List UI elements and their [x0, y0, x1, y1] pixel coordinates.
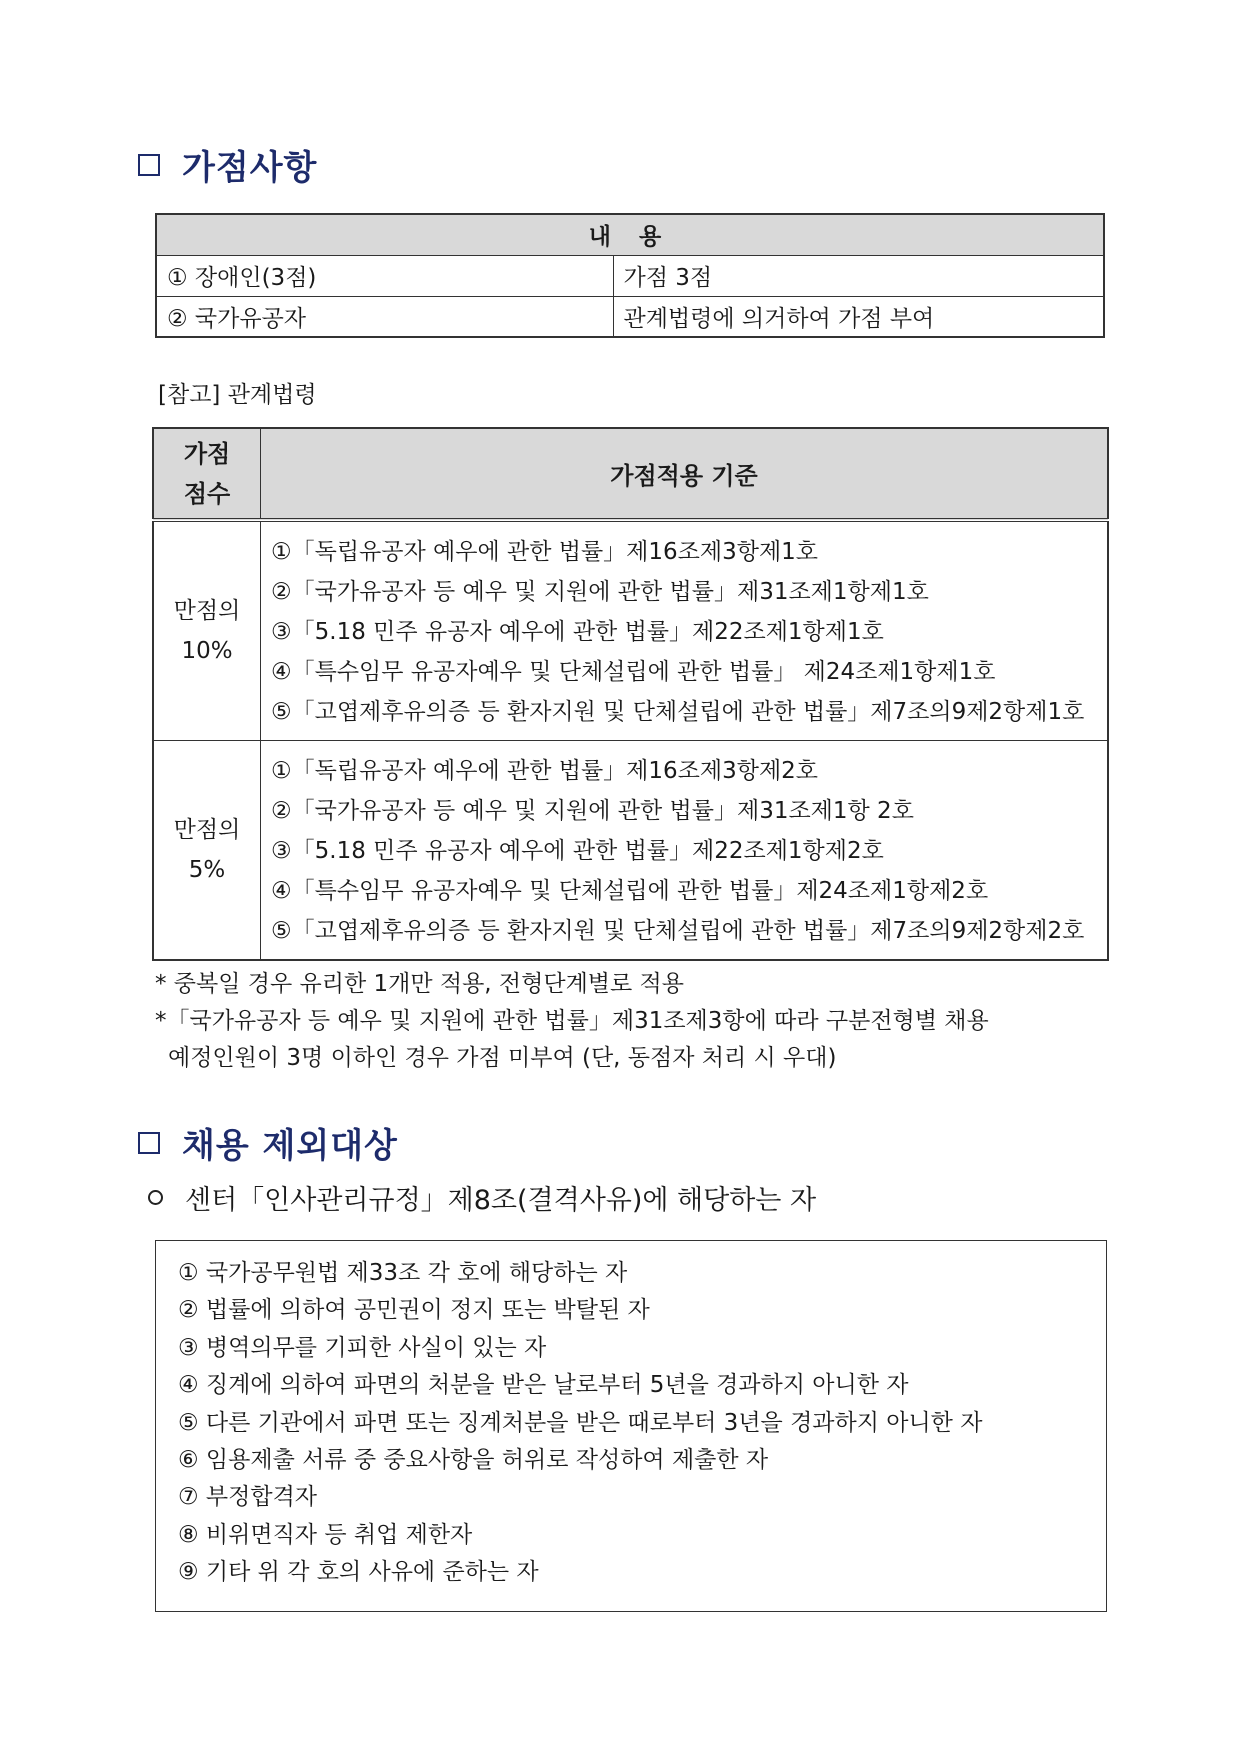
list-item: ⑧ 비위면직자 등 취업 제한자: [178, 1521, 473, 1548]
bonus-points-table: [155, 213, 1105, 338]
law-item: ⑤「고엽제후유의증 등 환자지원 및 단체설립에 관한 법률」제7조의9제2항제1호: [271, 698, 1085, 725]
law-item: ⑤「고엽제후유의증 등 환자지원 및 단체설립에 관한 법률」제7조의9제2항제2호: [271, 917, 1085, 944]
law-item: ②「국가유공자 등 예우 및 지원에 관한 법률」제31조제1항 2호: [271, 797, 914, 824]
table-cell-value: 가점 3점: [613, 255, 1104, 296]
table-cell-value: 관계법령에 의거하여 가점 부여: [613, 296, 1104, 337]
score-line1: 만점의: [173, 597, 241, 624]
list-item: ③ 병역의무를 기피한 사실이 있는 자: [178, 1334, 547, 1361]
exclusion-list-box: [155, 1240, 1107, 1612]
list-item: ⑤ 다른 기관에서 파면 또는 징계처분을 받은 때로부터 3년을 경과하지 아니한 자: [178, 1409, 983, 1436]
law-item: ④「특수임무 유공자예우 및 단체설립에 관한 법률」 제24조제1항제1호: [271, 658, 996, 685]
table-header: 내 용: [156, 214, 1104, 255]
reference-label: [참고] 관계법령: [158, 382, 317, 408]
list-item: ② 법률에 의하여 공민권이 정지 또는 박탈된 자: [178, 1297, 650, 1324]
table-row: [153, 740, 1108, 960]
score-cell: [153, 740, 261, 960]
exclusion-subtitle-text: 센터「인사관리규정」제8조(결격사유)에 해당하는 자: [185, 1185, 817, 1216]
table-row: [153, 520, 1108, 740]
law-item: ③「5.18 민주 유공자 예우에 관한 법률」제22조제1항제1호: [271, 618, 884, 645]
table-cell-item: ① 장애인(3점): [156, 255, 613, 296]
law-item: ②「국가유공자 등 예우 및 지원에 관한 법률」제31조제1항제1호: [271, 578, 929, 605]
law-item: ①「독립유공자 예우에 관한 법률」제16조제3항제1호: [271, 538, 819, 565]
list-item: ⑥ 임용제출 서류 중 중요사항을 허위로 작성하여 제출한 자: [178, 1446, 769, 1473]
criteria-column-header: 가점적용 기준: [261, 428, 1109, 520]
table-cell-item: ② 국가유공자: [156, 296, 613, 337]
score-line1: 만점의: [173, 816, 241, 843]
score-line2: 10%: [181, 637, 233, 664]
note-law-reference-cont: 예정인원이 3명 이하인 경우 가점 미부여 (단, 동점자 처리 시 우대): [168, 1045, 837, 1071]
exclusion-subtitle: [148, 1178, 816, 1217]
note-duplicate: * 중복일 경우 유리한 1개만 적용, 전형단계별로 적용: [155, 971, 684, 997]
note-law-reference: *「국가유공자 등 예우 및 지원에 관한 법률」제31조제3항에 따라 구분전형별 채용: [155, 1008, 989, 1034]
score-cell: [153, 520, 261, 740]
law-item: ③「5.18 민주 유공자 예우에 관한 법률」제22조제1항제2호: [271, 837, 884, 864]
score-header-line2: 점수: [183, 479, 231, 508]
law-list-cell: [261, 520, 1109, 740]
score-column-header: [153, 428, 261, 520]
square-bullet-icon: [138, 1132, 160, 1154]
list-item: ④ 징계에 의하여 파면의 처분을 받은 날로부터 5년을 경과하지 아니한 자: [178, 1372, 909, 1399]
square-bullet-icon: [138, 154, 160, 176]
law-list-cell: [261, 740, 1109, 960]
section-title-bonus-points: [138, 140, 317, 189]
table-row: [156, 296, 1104, 337]
table-row: [156, 255, 1104, 296]
circle-bullet-icon: [148, 1190, 163, 1205]
score-header-line1: 가점: [183, 439, 231, 468]
law-item: ④「특수임무 유공자예우 및 단체설립에 관한 법률」제24조제1항제2호: [271, 877, 989, 904]
section-title-exclusions: [138, 1118, 398, 1167]
section-title-text: 채용 제외대상: [182, 1126, 398, 1166]
related-laws-table: [152, 427, 1109, 961]
score-line2: 5%: [188, 856, 226, 883]
section-title-text: 가점사항: [182, 148, 318, 188]
list-item: ⑦ 부정합격자: [178, 1484, 318, 1511]
list-item: ⑨ 기타 위 각 호의 사유에 준하는 자: [178, 1559, 539, 1586]
list-item: ① 국가공무원법 제33조 각 호에 해당하는 자: [178, 1260, 628, 1286]
law-item: ①「독립유공자 예우에 관한 법률」제16조제3항제2호: [271, 757, 819, 784]
